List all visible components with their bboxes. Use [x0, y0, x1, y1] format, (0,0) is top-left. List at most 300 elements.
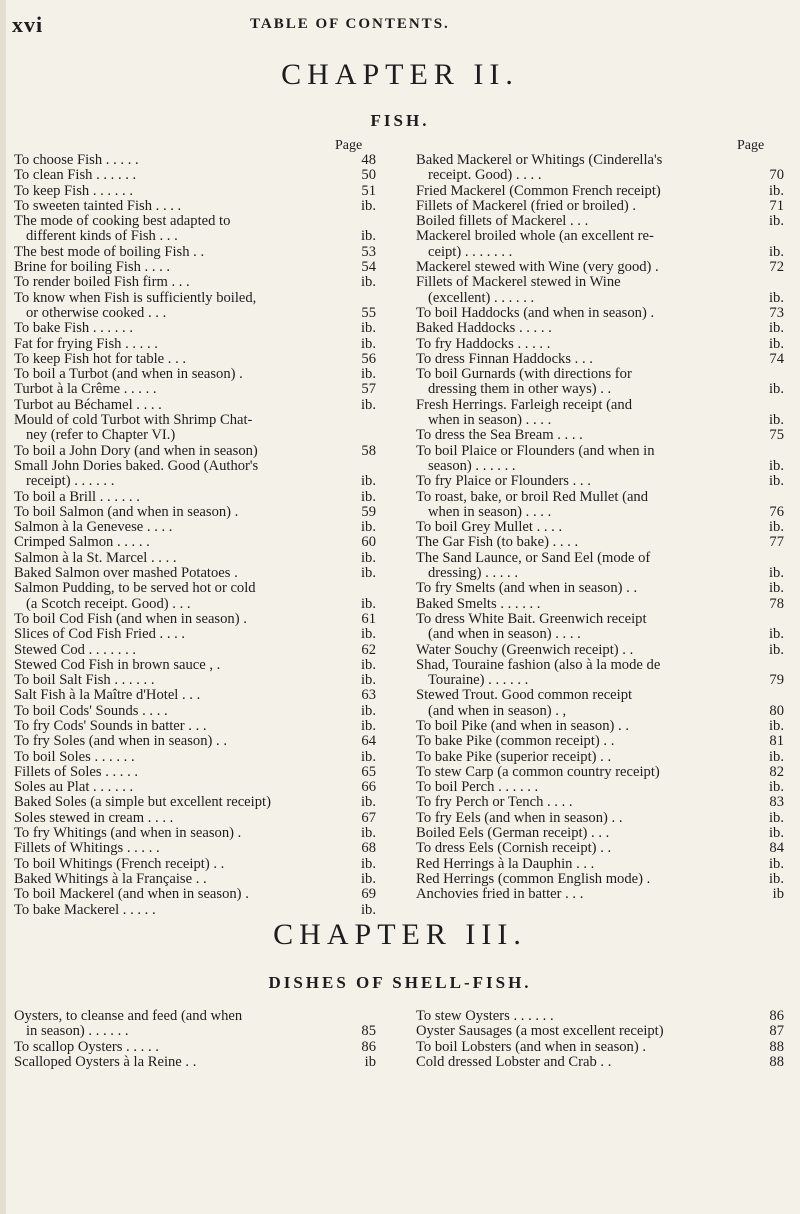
toc-entry	[416, 597, 784, 612]
toc-entry-title: To boil Whitings (French receipt) . .	[14, 855, 225, 872]
toc-entry-title: The best mode of boiling Fish . .	[14, 243, 205, 260]
toc-entry-title: To dress Finnan Haddocks . . .	[416, 350, 593, 367]
toc-entry-page: ib.	[361, 626, 376, 643]
toc-entry-title: To boil Soles . . . . . .	[14, 748, 135, 765]
toc-entry-page: ib.	[769, 825, 784, 842]
toc-entry-page: 58	[361, 442, 376, 459]
toc-entry-title: Cold dressed Lobster and Crab . .	[416, 1053, 612, 1070]
toc-entry-title: Fried Mackerel (Common French receipt)	[416, 182, 661, 199]
toc-entry-page: ib.	[769, 717, 784, 734]
toc-entry	[14, 597, 376, 612]
toc-entry-title: To boil Salt Fish . . . . . .	[14, 672, 155, 689]
toc-entry-title: Boiled Eels (German receipt) . . .	[416, 825, 610, 842]
toc-entry-page: 88	[769, 1038, 784, 1055]
toc-entry-title: Baked Smelts . . . . . .	[416, 595, 541, 612]
toc-entry-title: Boiled fillets of Mackerel . . .	[416, 213, 589, 230]
toc-entry	[14, 199, 376, 214]
toc-entry	[416, 750, 784, 765]
toc-entry	[14, 903, 376, 918]
toc-entry-page: ib.	[769, 182, 784, 199]
toc-entry-page: 63	[361, 687, 376, 704]
toc-entry-title: different kinds of Fish . . .	[26, 228, 178, 245]
toc-entry-title: Turbot à la Crême . . . . .	[14, 381, 157, 398]
toc-entry-title: Stewed Cod Fish in brown sauce , .	[14, 656, 221, 673]
toc-entry-title: (and when in season) . ,	[428, 702, 567, 719]
toc-entry-title: Oysters, to cleanse and feed (and when	[14, 1008, 243, 1024]
toc-entry-title: To dress the Sea Bream . . . .	[416, 427, 583, 444]
toc-entry	[14, 260, 376, 275]
toc-entry-title: To boil Mackerel (and when in season) .	[14, 886, 249, 903]
toc-entry	[14, 673, 376, 688]
toc-entry-page: ib.	[361, 702, 376, 719]
toc-entry-page: ib.	[361, 488, 376, 505]
toc-entry	[416, 168, 784, 183]
toc-entry-page: ib.	[361, 335, 376, 352]
toc-entry-title: The Gar Fish (to bake) . . . .	[416, 534, 579, 551]
toc-entry-page: ib.	[769, 320, 784, 337]
toc-entry-title: To fry Plaice or Flounders . . .	[416, 473, 591, 490]
toc-entry-page: ib.	[769, 565, 784, 582]
toc-entry-page: 48	[361, 152, 376, 168]
toc-entry-page: ib.	[769, 243, 784, 260]
toc-entry-page: 74	[769, 350, 784, 367]
toc-entry-title: Baked Haddocks . . . . .	[416, 320, 552, 337]
toc-entry-page: ib.	[361, 748, 376, 765]
toc-entry	[14, 168, 376, 183]
toc-entry-page: 81	[769, 733, 784, 750]
toc-entry-title: Fillets of Mackerel stewed in Wine	[416, 274, 621, 291]
toc-entry-page: 79	[769, 672, 784, 689]
toc-entry-page: 54	[361, 259, 376, 276]
toc-entry-page: ib.	[769, 335, 784, 352]
toc-entry-title: season) . . . . . .	[428, 457, 516, 474]
toc-entry-page: ib.	[361, 274, 376, 291]
toc-entry-title: dressing them in other ways) . .	[428, 381, 612, 398]
toc-entry	[416, 765, 784, 780]
toc-entry	[416, 398, 784, 413]
toc-entry-page: ib.	[361, 656, 376, 673]
toc-entry-title: To boil Haddocks (and when in season) .	[416, 304, 655, 321]
toc-entry-title: (a Scotch receipt. Good) . . .	[26, 595, 191, 612]
toc-entry-title: To bake Mackerel . . . . .	[14, 901, 156, 918]
toc-entry-page: ib.	[769, 855, 784, 872]
toc-entry	[14, 1040, 376, 1055]
toc-entry	[14, 229, 376, 244]
toc-entry-title: Shad, Touraine fashion (also à la mode de	[416, 656, 661, 673]
chapter-2-subheading: FISH.	[370, 111, 430, 130]
toc-entry-title: To know when Fish is sufficiently boiled,	[14, 289, 257, 306]
toc-entry	[14, 780, 376, 795]
toc-entry-title: To stew Oysters . . . . . .	[416, 1008, 554, 1024]
toc-entry-page: ib	[364, 1053, 376, 1070]
toc-entry	[14, 184, 376, 199]
toc-entry	[14, 505, 376, 520]
toc-entry	[416, 413, 784, 428]
toc-entry-title: To boil Grey Mullet . . . .	[416, 519, 563, 536]
toc-entry	[416, 1055, 784, 1070]
toc-entry-title: ney (refer to Chapter VI.)	[26, 427, 176, 444]
toc-entry-title: Salmon à la St. Marcel . . . .	[14, 549, 177, 566]
toc-entry-page: ib.	[361, 901, 376, 918]
toc-entry-page: ib.	[769, 519, 784, 536]
toc-entry	[14, 795, 376, 810]
toc-entry-page: 53	[361, 243, 376, 260]
chapter-3-left-column	[14, 1009, 376, 1070]
toc-entry-page: ib.	[769, 641, 784, 658]
toc-entry	[14, 719, 376, 734]
toc-entry	[416, 811, 784, 826]
toc-entry	[416, 612, 784, 627]
toc-entry	[416, 474, 784, 489]
toc-entry-title: Baked Whitings à la Française . .	[14, 870, 207, 887]
toc-entry-page: ib.	[769, 213, 784, 230]
toc-entry-title: To boil Pike (and when in season) . .	[416, 717, 629, 734]
toc-entry-page: 85	[361, 1023, 376, 1040]
toc-entry-title: Mackerel broiled whole (an excellent re-	[416, 228, 654, 245]
toc-entry-page: ib.	[361, 717, 376, 734]
toc-entry-page: ib.	[769, 412, 784, 429]
toc-entry	[416, 673, 784, 688]
toc-entry-page: ib.	[361, 473, 376, 490]
toc-entry-title: receipt. Good) . . . .	[428, 167, 542, 184]
toc-entry-page: ib.	[769, 381, 784, 398]
toc-entry-title: To fry Eels (and when in season) . .	[416, 809, 623, 826]
toc-entry-page: ib.	[769, 473, 784, 490]
toc-entry-title: To boil a Brill . . . . . .	[14, 488, 140, 505]
toc-entry-title: Baked Soles (a simple but excellent receipt)	[14, 794, 271, 811]
toc-entry	[14, 535, 376, 550]
toc-entry	[14, 566, 376, 581]
toc-entry-page: 65	[361, 763, 376, 780]
toc-entry	[14, 306, 376, 321]
toc-entry-title: Fillets of Whitings . . . . .	[14, 840, 160, 857]
toc-entry-page: 88	[769, 1053, 784, 1070]
toc-entry-page: 76	[769, 503, 784, 520]
toc-entry	[416, 1009, 784, 1024]
page-column-header-left: Page	[335, 138, 363, 153]
toc-entry-title: Turbot au Béchamel . . . .	[14, 396, 162, 413]
toc-entry	[14, 520, 376, 535]
chapter-2-heading: CHAPTER II.	[281, 58, 519, 91]
toc-entry	[14, 474, 376, 489]
toc-entry-title: To boil Salmon (and when in season) .	[14, 503, 239, 520]
toc-entry	[14, 382, 376, 397]
toc-entry-title: To boil a John Dory (and when in season)	[14, 442, 258, 459]
toc-entry-title: Brine for boiling Fish . . . .	[14, 259, 171, 276]
toc-entry-title: To fry Perch or Tench . . . .	[416, 794, 573, 811]
toc-entry-title: ceipt) . . . . . . .	[428, 243, 513, 260]
toc-entry-page: ib.	[769, 809, 784, 826]
toc-entry-page: 62	[361, 641, 376, 658]
toc-entry-title: Slices of Cod Fish Fried . . . .	[14, 626, 186, 643]
toc-entry	[14, 1055, 376, 1070]
toc-entry-title: To bake Fish . . . . . .	[14, 320, 133, 337]
toc-entry-page: ib.	[361, 672, 376, 689]
toc-entry	[416, 260, 784, 275]
toc-entry-title: Red Herrings (common English mode) .	[416, 870, 651, 887]
toc-entry-title: when in season) . . . .	[428, 503, 552, 520]
toc-entry-title: Soles stewed in cream . . . .	[14, 809, 174, 826]
toc-entry	[14, 214, 376, 229]
toc-entry-title: To stew Carp (a common country receipt)	[416, 763, 660, 780]
toc-entry	[416, 382, 784, 397]
toc-entry-title: To scallop Oysters . . . . .	[14, 1038, 159, 1055]
toc-entry	[14, 1009, 376, 1024]
toc-entry	[14, 321, 376, 336]
toc-entry	[14, 337, 376, 352]
toc-entry	[14, 688, 376, 703]
toc-entry	[14, 413, 376, 428]
toc-entry	[416, 719, 784, 734]
toc-entry-title: Fresh Herrings. Farleigh receipt (and	[416, 396, 632, 413]
toc-entry	[416, 153, 784, 168]
toc-entry	[416, 352, 784, 367]
toc-entry-title: To choose Fish . . . . .	[14, 152, 139, 168]
toc-entry-title: Crimped Salmon . . . . .	[14, 534, 150, 551]
toc-entry-title: (excellent) . . . . . .	[428, 289, 535, 306]
toc-entry-page: 80	[769, 702, 784, 719]
toc-entry-page: ib.	[361, 565, 376, 582]
toc-entry	[14, 551, 376, 566]
toc-entry-title: dressing) . . . . .	[428, 565, 518, 582]
toc-entry	[416, 704, 784, 719]
toc-entry	[14, 658, 376, 673]
toc-entry-title: To bake Pike (common receipt) . .	[416, 733, 615, 750]
page-column-header-right: Page	[737, 138, 765, 153]
toc-entry-title: Water Souchy (Greenwich receipt) . .	[416, 641, 634, 658]
toc-entry	[416, 459, 784, 474]
toc-entry-page: ib.	[769, 626, 784, 643]
toc-entry-title: To boil Perch . . . . . .	[416, 779, 539, 796]
toc-entry-title: Salmon Pudding, to be served hot or cold	[14, 580, 256, 597]
toc-entry	[14, 872, 376, 887]
toc-entry	[416, 291, 784, 306]
toc-entry	[14, 857, 376, 872]
toc-entry-title: Baked Salmon over mashed Potatoes .	[14, 565, 238, 582]
toc-entry	[14, 459, 376, 474]
toc-entry-title: Oyster Sausages (a most excellent receipt)	[416, 1023, 664, 1040]
toc-entry-page: 57	[361, 381, 376, 398]
toc-entry-title: The mode of cooking best adapted to	[14, 213, 231, 230]
toc-entry-page: ib.	[361, 855, 376, 872]
toc-entry-page: 64	[361, 733, 376, 750]
toc-entry	[416, 581, 784, 596]
toc-entry-page: 73	[769, 304, 784, 321]
toc-entry	[416, 245, 784, 260]
chapter-3-heading: CHAPTER III.	[273, 918, 527, 951]
toc-entry-page: ib.	[361, 549, 376, 566]
toc-entry-title: To bake Pike (superior receipt) . .	[416, 748, 612, 765]
toc-entry	[416, 505, 784, 520]
toc-entry	[416, 566, 784, 581]
toc-entry	[416, 658, 784, 673]
toc-entry	[14, 765, 376, 780]
toc-entry	[14, 643, 376, 658]
toc-entry-title: To boil Plaice or Flounders (and when in	[416, 442, 655, 459]
toc-entry	[416, 275, 784, 290]
toc-entry-title: To roast, bake, or broil Red Mullet (and	[416, 488, 649, 505]
toc-entry-page: 72	[769, 259, 784, 276]
toc-entry-title: or otherwise cooked . . .	[26, 304, 167, 321]
toc-entry	[416, 306, 784, 321]
chapter-2-left-column	[14, 153, 376, 918]
toc-entry	[416, 199, 784, 214]
toc-entry	[416, 367, 784, 382]
toc-entry-title: To clean Fish . . . . . .	[14, 167, 137, 184]
toc-entry	[416, 857, 784, 872]
toc-entry-page: 70	[769, 167, 784, 184]
toc-entry	[14, 811, 376, 826]
toc-entry	[416, 688, 784, 703]
toc-entry-title: The Sand Launce, or Sand Eel (mode of	[416, 549, 651, 566]
toc-entry-title: To keep Fish hot for table . . .	[14, 350, 187, 367]
toc-entry-page: 55	[361, 304, 376, 321]
toc-entry	[14, 1024, 376, 1039]
toc-entry-title: (and when in season) . . . .	[428, 626, 581, 643]
toc-entry-title: To boil Cod Fish (and when in season) .	[14, 610, 247, 627]
toc-entry-title: To fry Smelts (and when in season) . .	[416, 580, 638, 597]
toc-entry-page: ib.	[361, 794, 376, 811]
toc-entry	[416, 887, 784, 902]
toc-entry	[14, 750, 376, 765]
toc-entry-page: ib	[772, 886, 784, 903]
toc-entry-title: when in season) . . . .	[428, 412, 552, 429]
toc-entry	[14, 428, 376, 443]
toc-entry	[416, 795, 784, 810]
toc-entry-page: 75	[769, 427, 784, 444]
toc-entry-title: Fillets of Mackerel (fried or broiled) .	[416, 197, 637, 214]
toc-entry-page: 86	[769, 1008, 784, 1024]
chapter-3-right-column	[416, 1009, 784, 1070]
toc-entry-page: 78	[769, 595, 784, 612]
toc-entry	[416, 535, 784, 550]
toc-entry-page: ib.	[361, 825, 376, 842]
toc-entry-title: To boil Lobsters (and when in season) .	[416, 1038, 647, 1055]
toc-entry-page: ib.	[361, 366, 376, 383]
toc-entry-title: To render boiled Fish firm . . .	[14, 274, 190, 291]
toc-entry-page: 82	[769, 763, 784, 780]
toc-entry-title: To sweeten tainted Fish . . . .	[14, 197, 182, 214]
toc-entry-title: To fry Haddocks . . . . .	[416, 335, 551, 352]
toc-entry-page: 56	[361, 350, 376, 367]
toc-entry	[14, 887, 376, 902]
toc-entry	[416, 872, 784, 887]
toc-entry-title: To fry Soles (and when in season) . .	[14, 733, 227, 750]
toc-entry-page: ib.	[361, 320, 376, 337]
toc-entry-page: 71	[769, 197, 784, 214]
toc-entry	[14, 841, 376, 856]
chapter-2-right-column	[416, 153, 784, 903]
toc-entry	[14, 704, 376, 719]
toc-entry-title: Stewed Cod . . . . . . .	[14, 641, 137, 658]
toc-entry-title: Salt Fish à la Maître d'Hotel . . .	[14, 687, 201, 704]
toc-entry-page: ib.	[361, 197, 376, 214]
toc-entry-title: To dress Eels (Cornish receipt) . .	[416, 840, 612, 857]
toc-entry-title: To boil Cods' Sounds . . . .	[14, 702, 168, 719]
toc-entry	[416, 229, 784, 244]
toc-entry	[14, 581, 376, 596]
toc-entry-page: ib.	[361, 519, 376, 536]
toc-entry	[416, 321, 784, 336]
toc-entry	[14, 153, 376, 168]
toc-entry-title: Red Herrings à la Dauphin . . .	[416, 855, 595, 872]
toc-entry-page: ib.	[769, 457, 784, 474]
toc-entry-page: 61	[361, 610, 376, 627]
toc-entry-page: 87	[769, 1023, 784, 1040]
toc-entry	[416, 520, 784, 535]
toc-entry-title: Touraine) . . . . . .	[428, 672, 529, 689]
toc-entry	[416, 1040, 784, 1055]
toc-entry	[14, 734, 376, 749]
toc-entry	[416, 780, 784, 795]
toc-entry-page: 83	[769, 794, 784, 811]
toc-entry	[416, 551, 784, 566]
toc-entry-title: To boil a Turbot (and when in season) .	[14, 366, 243, 383]
toc-entry-page: ib.	[769, 779, 784, 796]
toc-entry-page: ib.	[769, 289, 784, 306]
toc-entry-page: ib.	[361, 228, 376, 245]
toc-entry-page: ib.	[361, 870, 376, 887]
toc-entry-page: ib.	[769, 580, 784, 597]
toc-entry-title: Stewed Trout. Good common receipt	[416, 687, 633, 704]
toc-entry	[416, 1024, 784, 1039]
toc-entry	[416, 490, 784, 505]
toc-entry-page: 77	[769, 534, 784, 551]
toc-entry-title: To fry Whitings (and when in season) .	[14, 825, 242, 842]
toc-entry-page: ib.	[769, 748, 784, 765]
toc-entry	[14, 352, 376, 367]
toc-entry-title: Baked Mackerel or Whitings (Cinderella's	[416, 152, 663, 168]
toc-entry	[416, 337, 784, 352]
chapter-3-subheading: DISHES OF SHELL-FISH.	[268, 973, 532, 992]
toc-entry	[416, 841, 784, 856]
toc-entry-title: To dress White Bait. Greenwich receipt	[416, 610, 647, 627]
toc-entry	[416, 428, 784, 443]
toc-entry	[416, 643, 784, 658]
toc-entry-page: 67	[361, 809, 376, 826]
page-gutter	[0, 0, 6, 1214]
toc-entry	[416, 627, 784, 642]
toc-entry	[416, 826, 784, 841]
toc-entry	[14, 490, 376, 505]
toc-entry-page: 68	[361, 840, 376, 857]
toc-entry-page: 69	[361, 886, 376, 903]
toc-entry	[14, 398, 376, 413]
toc-entry-title: To boil Gurnards (with directions for	[416, 366, 632, 383]
toc-entry	[14, 444, 376, 459]
toc-entry-page: 59	[361, 503, 376, 520]
toc-entry-title: receipt) . . . . . .	[26, 473, 115, 490]
toc-entry-page: ib.	[361, 396, 376, 413]
toc-entry	[14, 291, 376, 306]
toc-entry	[14, 627, 376, 642]
toc-entry-page: 66	[361, 779, 376, 796]
toc-entry-title: To fry Cods' Sounds in batter . . .	[14, 717, 207, 734]
toc-entry-title: Scalloped Oysters à la Reine . .	[14, 1053, 197, 1070]
toc-entry	[416, 734, 784, 749]
toc-entry	[14, 245, 376, 260]
toc-entry-page: ib.	[769, 870, 784, 887]
toc-entry-page: 60	[361, 534, 376, 551]
running-head-page-number: xvi	[12, 12, 44, 37]
toc-entry-title: Small John Dories baked. Good (Author's	[14, 457, 259, 474]
toc-entry-title: To keep Fish . . . . . .	[14, 182, 133, 199]
toc-entry	[416, 214, 784, 229]
toc-entry-page: 84	[769, 840, 784, 857]
toc-entry-page: 86	[361, 1038, 376, 1055]
toc-entry	[416, 444, 784, 459]
toc-entry-title: Mould of cold Turbot with Shrimp Chat-	[14, 412, 253, 429]
